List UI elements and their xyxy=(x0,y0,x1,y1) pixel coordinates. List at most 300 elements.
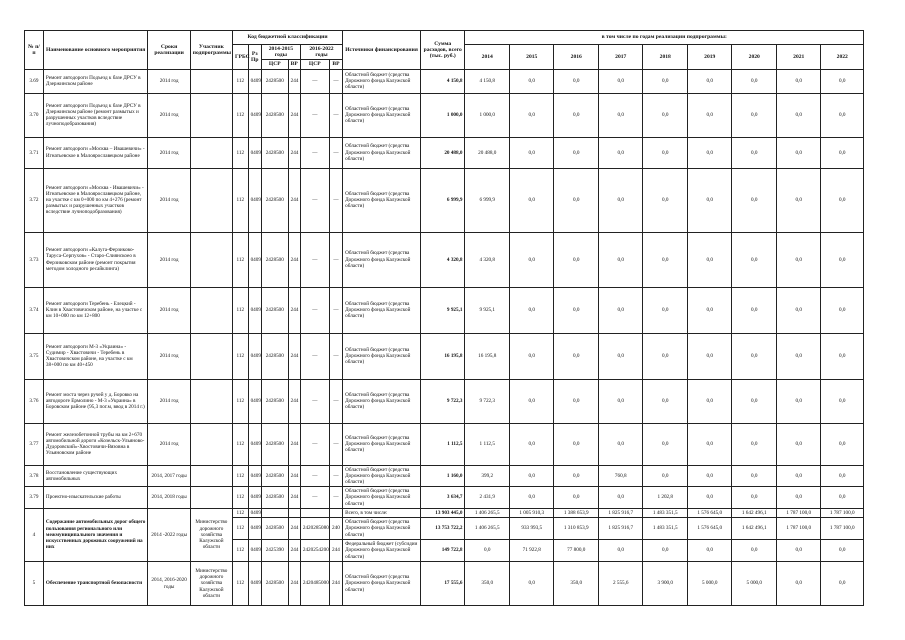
row-csr-2: — xyxy=(300,465,329,487)
row-rzpr: 0409 xyxy=(248,69,261,93)
row-year-value: 0,0 xyxy=(598,93,643,137)
row-grbs: 112 xyxy=(233,518,249,540)
row-number: 3.76 xyxy=(25,379,44,423)
row-csr-2: — xyxy=(300,137,329,168)
row-year-value: 0,0 xyxy=(554,423,599,465)
row-year-value: 0,0 xyxy=(732,487,777,509)
year-2022: 2022 xyxy=(821,45,864,70)
row-csr-2: — xyxy=(300,333,329,379)
row-csr-1: 2428500 xyxy=(261,333,288,379)
row-csr-1: 2428500 xyxy=(261,465,288,487)
row-year-value: 0,0 xyxy=(821,562,864,606)
row-year-value: 0,0 xyxy=(776,540,821,562)
row-vr-2: 240 xyxy=(329,518,342,540)
row-participant xyxy=(190,168,232,232)
row-name: Ремонт автодороги Теребень - Елецкий - Клин в Хвастовичском районе, на участке с км 10+000 по км 12+800 xyxy=(43,287,148,333)
row-number: 3.75 xyxy=(25,333,44,379)
row-year-value: 0,0 xyxy=(821,93,864,137)
row-year-value: 0,0 xyxy=(687,93,732,137)
row-year-value: 20 488,0 xyxy=(465,137,510,168)
row-vr-1 xyxy=(288,508,300,517)
row-csr-1: 2428500 xyxy=(261,487,288,509)
row-grbs: 112 xyxy=(233,69,249,93)
row-year-value: 0,0 xyxy=(776,287,821,333)
row-csr-2: — xyxy=(300,379,329,423)
row-vr-1: 244 xyxy=(288,137,300,168)
row-csr-2 xyxy=(300,508,329,517)
row-terms: 2014 год xyxy=(148,333,190,379)
row-year-value: 1 388 653,9 xyxy=(554,508,599,517)
row-csr-1: 2428500 xyxy=(261,423,288,465)
row-year-value: 0,0 xyxy=(643,137,688,168)
year-2016: 2016 xyxy=(554,45,599,70)
row-terms: 2014 год xyxy=(148,379,190,423)
row-year-value: 0,0 xyxy=(687,232,732,287)
row-year-value: 0,0 xyxy=(687,423,732,465)
row-source: Областной бюджет (средства Дорожного фонда Калужской области) xyxy=(343,465,421,487)
row-rzpr: 0409 xyxy=(248,232,261,287)
row-csr-2: 2420485000 xyxy=(300,562,329,606)
row-rzpr: 0409 xyxy=(248,287,261,333)
year-2014: 2014 xyxy=(465,45,510,70)
row-name: Ремонт железобетонной трубы на км 2+670 автомобильной дороги «Козельск-Ульяново-Дудоровский»-Хвостовичи-Вязовна в Ульяновском районе xyxy=(43,423,148,465)
row-sum: 6 999,9 xyxy=(420,168,465,232)
row-year-value: 0,0 xyxy=(687,168,732,232)
row-sum: 4 150,8 xyxy=(420,69,465,93)
row-year-value: 0,0 xyxy=(821,168,864,232)
row-year-value: 0,0 xyxy=(732,137,777,168)
row-year-value: 0,0 xyxy=(821,487,864,509)
row-rzpr: 0409 xyxy=(248,333,261,379)
table-row xyxy=(25,423,864,465)
row-vr-2: — xyxy=(329,333,342,379)
row-year-value: 0,0 xyxy=(821,287,864,333)
row-year-value: 1 483 351,5 xyxy=(643,508,688,517)
row-year-value: 0,0 xyxy=(509,93,554,137)
row-year-value: 0,0 xyxy=(732,69,777,93)
row-sum: 17 555,6 xyxy=(420,562,465,606)
header-csr-1: ЦСР xyxy=(261,60,288,69)
row-year-value: 2 431,9 xyxy=(465,487,510,509)
row-year-value: 350,0 xyxy=(465,562,510,606)
row-year-value: 0,0 xyxy=(554,379,599,423)
year-2021: 2021 xyxy=(776,45,821,70)
row-year-value: 760,8 xyxy=(598,465,643,487)
row-grbs: 112 xyxy=(233,465,249,487)
row-source: Областной бюджет (средства Дорожного фонда Калужской области) xyxy=(343,93,421,137)
row-year-value: 1 642 496,1 xyxy=(732,518,777,540)
row-year-value: 1 005 910,3 xyxy=(509,508,554,517)
row-csr-2: 2420254200 xyxy=(300,540,329,562)
row-year-value: 0,0 xyxy=(643,287,688,333)
header-name: Наименование основного мероприятия xyxy=(43,31,148,70)
row-vr-2: — xyxy=(329,487,342,509)
row-grbs: 112 xyxy=(233,333,249,379)
row-year-value: 1 112,5 xyxy=(465,423,510,465)
row-vr-1: 244 xyxy=(288,518,300,540)
row-sum: 9 925,1 xyxy=(420,287,465,333)
header-rzpr: Рз Пр xyxy=(248,45,261,70)
row-year-value: 0,0 xyxy=(509,69,554,93)
row-source: Областной бюджет (средства Дорожного фонда Калужской области) xyxy=(343,518,421,540)
row-year-value: 0,0 xyxy=(509,423,554,465)
row-csr-1: 2428500 xyxy=(261,518,288,540)
row-terms: 2014 год xyxy=(148,423,190,465)
row-year-value: 0,0 xyxy=(554,137,599,168)
row-source: Областной бюджет (средства Дорожного фонда Калужской области) xyxy=(343,137,421,168)
row-participant xyxy=(190,69,232,93)
row-grbs: 112 xyxy=(233,137,249,168)
table-row xyxy=(25,137,864,168)
row-csr-2: — xyxy=(300,69,329,93)
row-year-value: 0,0 xyxy=(687,379,732,423)
row-rzpr: 0409 xyxy=(248,93,261,137)
row-vr-2: — xyxy=(329,232,342,287)
row-vr-1: 244 xyxy=(288,540,300,562)
row-name: Ремонт автодороги Подъезд к базе ДРСУ в Дзержинском районе (ремонт размытых и разрушенных участков вследствие лучноподобразования) xyxy=(43,93,148,137)
row-year-value: 0,0 xyxy=(509,465,554,487)
row-grbs: 112 xyxy=(233,487,249,509)
row-year-value: 2 555,6 xyxy=(598,562,643,606)
row-year-value: 0,0 xyxy=(732,168,777,232)
row-grbs: 112 xyxy=(233,562,249,606)
header-period-1: 2014-2015 годы xyxy=(261,45,300,60)
table-row xyxy=(25,93,864,137)
row-number: 3.72 xyxy=(25,168,44,232)
row-year-value: 0,0 xyxy=(554,287,599,333)
row-vr-2: — xyxy=(329,423,342,465)
row-csr-2: 2420285080 xyxy=(300,518,329,540)
row-source: Областной бюджет (средства Дорожного фонда Калужской области) xyxy=(343,333,421,379)
row-number: 3.70 xyxy=(25,93,44,137)
row-source: Областной бюджет (средства Дорожного фонда Калужской области) xyxy=(343,69,421,93)
row-grbs: 112 xyxy=(233,379,249,423)
row-year-value: 1 576 645,0 xyxy=(687,518,732,540)
row-year-value: 0,0 xyxy=(598,137,643,168)
row-vr-2: — xyxy=(329,137,342,168)
row-year-value: 5 000,0 xyxy=(687,562,732,606)
row-year-value: 0,0 xyxy=(509,287,554,333)
row-number: 3.71 xyxy=(25,137,44,168)
row-vr-2: — xyxy=(329,69,342,93)
row-year-value: 1 310 853,9 xyxy=(554,518,599,540)
row-year-value: 0,0 xyxy=(732,232,777,287)
row-number: 3.77 xyxy=(25,423,44,465)
row-year-value: 9 722,3 xyxy=(465,379,510,423)
row-year-value: 0,0 xyxy=(554,168,599,232)
row-year-value: 0,0 xyxy=(776,69,821,93)
table-row xyxy=(25,232,864,287)
row-name: Ремонт автодороги Подъезд к базе ДРСУ в Дзержинском районе xyxy=(43,69,148,93)
row-csr-1: 2428500 xyxy=(261,93,288,137)
header-period-2: 2016-2022 годы xyxy=(300,45,342,60)
table-row xyxy=(25,508,864,517)
row-vr-1: 244 xyxy=(288,168,300,232)
row-sum: 3 634,7 xyxy=(420,487,465,509)
table-row xyxy=(25,287,864,333)
row-grbs: 112 xyxy=(233,93,249,137)
row-year-value: 0,0 xyxy=(821,333,864,379)
section-participant: Министерство дорожного хозяйства Калужской области xyxy=(190,508,232,561)
row-year-value: 0,0 xyxy=(598,287,643,333)
section-number: 4 xyxy=(25,508,44,561)
row-year-value: 0,0 xyxy=(509,487,554,509)
row-year-value: 0,0 xyxy=(732,540,777,562)
row-vr-2 xyxy=(329,508,342,517)
row-csr-1: 2428500 xyxy=(261,137,288,168)
row-year-value: 1 825 916,7 xyxy=(598,518,643,540)
row-year-value: 6 999,9 xyxy=(465,168,510,232)
header-participant: Участник подпрограммы xyxy=(190,31,232,70)
row-year-value: 1 825 916,7 xyxy=(598,508,643,517)
row-year-value: 0,0 xyxy=(687,333,732,379)
row-year-value: 0,0 xyxy=(598,540,643,562)
row-year-value: 0,0 xyxy=(821,540,864,562)
row-rzpr: 0409 xyxy=(248,465,261,487)
row-name: Ремонт моста через ручей у д. Боровко на автодороге Ермолино - М-3 «Украина» в Боровском районе (95,3 пог.м, ввод в 2014 г.) xyxy=(43,379,148,423)
table-row xyxy=(25,487,864,509)
row-year-value: 0,0 xyxy=(554,465,599,487)
row-year-value: 1 787 100,0 xyxy=(821,508,864,517)
row-csr-2: — xyxy=(300,423,329,465)
row-year-value: 4 320,8 xyxy=(465,232,510,287)
header-vr-2: ВР xyxy=(329,60,342,69)
row-year-value: 0,0 xyxy=(776,137,821,168)
row-year-value: 0,0 xyxy=(687,465,732,487)
row-csr-1: 2428500 xyxy=(261,287,288,333)
row-vr-1: 244 xyxy=(288,232,300,287)
header-budget-code: Код бюджетной классификации xyxy=(233,31,343,45)
year-2018: 2018 xyxy=(643,45,688,70)
year-2019: 2019 xyxy=(687,45,732,70)
table-row xyxy=(25,69,864,93)
row-year-value: 0,0 xyxy=(509,137,554,168)
row-rzpr: 0409 xyxy=(248,518,261,540)
row-number: 3.79 xyxy=(25,487,44,509)
table-row xyxy=(25,333,864,379)
row-rzpr: 0409 xyxy=(248,562,261,606)
header-terms: Сроки реализации xyxy=(148,31,190,70)
row-csr-1: 2428500 xyxy=(261,232,288,287)
row-year-value: 0,0 xyxy=(509,168,554,232)
row-rzpr: 0409 xyxy=(248,508,261,517)
row-vr-2: — xyxy=(329,93,342,137)
row-year-value: 0,0 xyxy=(821,465,864,487)
row-grbs: 112 xyxy=(233,232,249,287)
row-terms: 2014, 2018 годы xyxy=(148,487,190,509)
row-year-value: 3 900,0 xyxy=(643,562,688,606)
row-year-value: 0,0 xyxy=(732,423,777,465)
row-year-value: 0,0 xyxy=(776,93,821,137)
row-year-value: 0,0 xyxy=(509,562,554,606)
row-csr-1: 2428500 xyxy=(261,379,288,423)
row-terms: 2014 год xyxy=(148,69,190,93)
row-csr-1: 2428500 xyxy=(261,562,288,606)
row-sum: 20 488,0 xyxy=(420,137,465,168)
row-participant xyxy=(190,487,232,509)
row-grbs: 112 xyxy=(233,423,249,465)
row-year-value: 1 787 100,0 xyxy=(776,518,821,540)
row-name: Ремонт автодороги «Москва - Ивашевичи» - Игнатьевское в Малоярославецком районе, на участке с км 0+000 по км 4+276 (ремонт размытых и разрушенных участков вследствие лучноподобразования) xyxy=(43,168,148,232)
row-year-value: 0,0 xyxy=(643,540,688,562)
row-vr-1: 244 xyxy=(288,423,300,465)
row-year-value: 0,0 xyxy=(509,379,554,423)
row-year-value: 0,0 xyxy=(732,465,777,487)
table-row xyxy=(25,465,864,487)
row-year-value: 1 787 100,0 xyxy=(776,508,821,517)
section-participant: Министерство дорожного хозяйства Калужской области xyxy=(190,562,232,606)
row-source: Областной бюджет (средства Дорожного фонда Калужской области) xyxy=(343,562,421,606)
row-year-value: 0,0 xyxy=(554,69,599,93)
row-sum: 1 000,0 xyxy=(420,93,465,137)
row-year-value: 0,0 xyxy=(465,540,510,562)
row-vr-1: 244 xyxy=(288,333,300,379)
row-year-value: 0,0 xyxy=(643,93,688,137)
row-number: 3.73 xyxy=(25,232,44,287)
row-year-value: 9 925,1 xyxy=(465,287,510,333)
row-participant xyxy=(190,423,232,465)
row-number: 3.69 xyxy=(25,69,44,93)
row-vr-1: 244 xyxy=(288,465,300,487)
row-year-value: 1 406 265,5 xyxy=(465,508,510,517)
row-year-value: 0,0 xyxy=(643,232,688,287)
row-csr-2: — xyxy=(300,168,329,232)
row-rzpr: 0409 xyxy=(248,168,261,232)
row-year-value: 350,0 xyxy=(554,562,599,606)
row-year-value: 1 202,8 xyxy=(643,487,688,509)
row-participant xyxy=(190,93,232,137)
row-year-value: 0,0 xyxy=(598,69,643,93)
row-terms: 2014, 2017 годы xyxy=(148,465,190,487)
row-year-value: 0,0 xyxy=(598,333,643,379)
header-csr-2: ЦСР xyxy=(300,60,329,69)
row-source: Областной бюджет (средства Дорожного фонда Калужской области) xyxy=(343,379,421,423)
row-year-value: 0,0 xyxy=(732,379,777,423)
row-source: Областной бюджет (средства Дорожного фонда Калужской области) xyxy=(343,287,421,333)
row-year-value: 0,0 xyxy=(643,379,688,423)
row-year-value: 4 150,8 xyxy=(465,69,510,93)
row-csr-2: — xyxy=(300,287,329,333)
row-year-value: 0,0 xyxy=(554,333,599,379)
row-participant xyxy=(190,379,232,423)
row-year-value: 0,0 xyxy=(687,540,732,562)
row-number: 3.74 xyxy=(25,287,44,333)
row-year-value: 0,0 xyxy=(687,487,732,509)
table-row xyxy=(25,562,864,606)
row-participant xyxy=(190,137,232,168)
row-vr-1: 244 xyxy=(288,487,300,509)
row-year-value: 0,0 xyxy=(643,465,688,487)
year-2017: 2017 xyxy=(598,45,643,70)
row-participant xyxy=(190,232,232,287)
section-terms: 2014 -2022 годы xyxy=(148,508,190,561)
row-year-value: 0,0 xyxy=(687,69,732,93)
row-year-value: 933 993,5 xyxy=(509,518,554,540)
row-csr-1 xyxy=(261,508,288,517)
row-csr-1: 2425390 xyxy=(261,540,288,562)
row-sum: 13 903 445,0 xyxy=(420,508,465,517)
row-year-value: 0,0 xyxy=(687,287,732,333)
header-num: № п/п xyxy=(25,31,44,70)
row-csr-2: — xyxy=(300,232,329,287)
row-source: Всего, в том числе: xyxy=(343,508,421,517)
row-sum: 1 112,5 xyxy=(420,423,465,465)
row-year-value: 0,0 xyxy=(732,93,777,137)
row-sum: 149 722,8 xyxy=(420,540,465,562)
row-source: Областной бюджет (средства Дорожного фонда Калужской области) xyxy=(343,232,421,287)
section-name: Обеспечение транспортной безопасности xyxy=(43,562,148,606)
row-number: 3.78 xyxy=(25,465,44,487)
section-name: Содержание автомобильных дорог общего пользования регионального или межмуниципального значения и искусственных дорожных сооружений на них xyxy=(43,508,148,561)
row-source: Федеральный бюджет (субсидии Дорожного фонда Калужской области) xyxy=(343,540,421,562)
row-year-value: 0,0 xyxy=(643,423,688,465)
program-table xyxy=(24,30,864,606)
row-sum: 16 195,8 xyxy=(420,333,465,379)
row-rzpr: 0409 xyxy=(248,487,261,509)
row-year-value: 399,2 xyxy=(465,465,510,487)
row-grbs: 112 xyxy=(233,168,249,232)
header-sources: Источники финансирования xyxy=(343,31,421,70)
row-year-value: 0,0 xyxy=(598,168,643,232)
row-year-value: 0,0 xyxy=(643,168,688,232)
row-sum: 4 320,8 xyxy=(420,232,465,287)
row-rzpr: 0409 xyxy=(248,423,261,465)
row-vr-1: 244 xyxy=(288,562,300,606)
row-year-value: 0,0 xyxy=(776,423,821,465)
row-name: Проектно-изыскательские работы xyxy=(43,487,148,509)
row-csr-2: — xyxy=(300,93,329,137)
row-year-value: 0,0 xyxy=(598,379,643,423)
row-year-value: 0,0 xyxy=(732,287,777,333)
table-row xyxy=(25,379,864,423)
row-year-value: 1 000,0 xyxy=(465,93,510,137)
row-terms: 2014 год xyxy=(148,93,190,137)
row-year-value: 0,0 xyxy=(554,93,599,137)
row-year-value: 0,0 xyxy=(821,69,864,93)
row-vr-1: 244 xyxy=(288,69,300,93)
row-year-value: 0,0 xyxy=(598,423,643,465)
row-terms: 2014 год xyxy=(148,137,190,168)
row-year-value: 0,0 xyxy=(643,69,688,93)
row-year-value: 0,0 xyxy=(732,333,777,379)
row-year-value: 0,0 xyxy=(776,379,821,423)
section-number: 5 xyxy=(25,562,44,606)
row-year-value: 71 922,8 xyxy=(509,540,554,562)
row-participant xyxy=(190,333,232,379)
row-terms: 2014 год xyxy=(148,287,190,333)
row-grbs: 112 xyxy=(233,540,249,562)
row-grbs: 112 xyxy=(233,287,249,333)
row-vr-2: 244 xyxy=(329,562,342,606)
row-participant xyxy=(190,287,232,333)
row-year-value: 0,0 xyxy=(821,137,864,168)
row-year-value: 5 000,0 xyxy=(732,562,777,606)
row-csr-1: 2428500 xyxy=(261,69,288,93)
row-vr-1: 244 xyxy=(288,379,300,423)
row-year-value: 0,0 xyxy=(776,562,821,606)
row-rzpr: 0409 xyxy=(248,137,261,168)
row-year-value: 77 800,0 xyxy=(554,540,599,562)
row-year-value: 1 576 645,0 xyxy=(687,508,732,517)
row-year-value: 16 195,8 xyxy=(465,333,510,379)
row-sum: 13 753 722,2 xyxy=(420,518,465,540)
row-csr-1: 2428500 xyxy=(261,168,288,232)
header-grbs: ГРБС xyxy=(233,45,249,70)
section-terms: 2014, 2016-2020 годы xyxy=(148,562,190,606)
row-source: Областной бюджет (средства Дорожного фонда Калужской области) xyxy=(343,487,421,509)
row-year-value: 0,0 xyxy=(776,465,821,487)
row-name: Ремонт автодороги М-3 «Украина» - Судимир - Хвастовичи - Теребень в Хвастовичском районе, на участке с км 38+000 по км 40+450 xyxy=(43,333,148,379)
